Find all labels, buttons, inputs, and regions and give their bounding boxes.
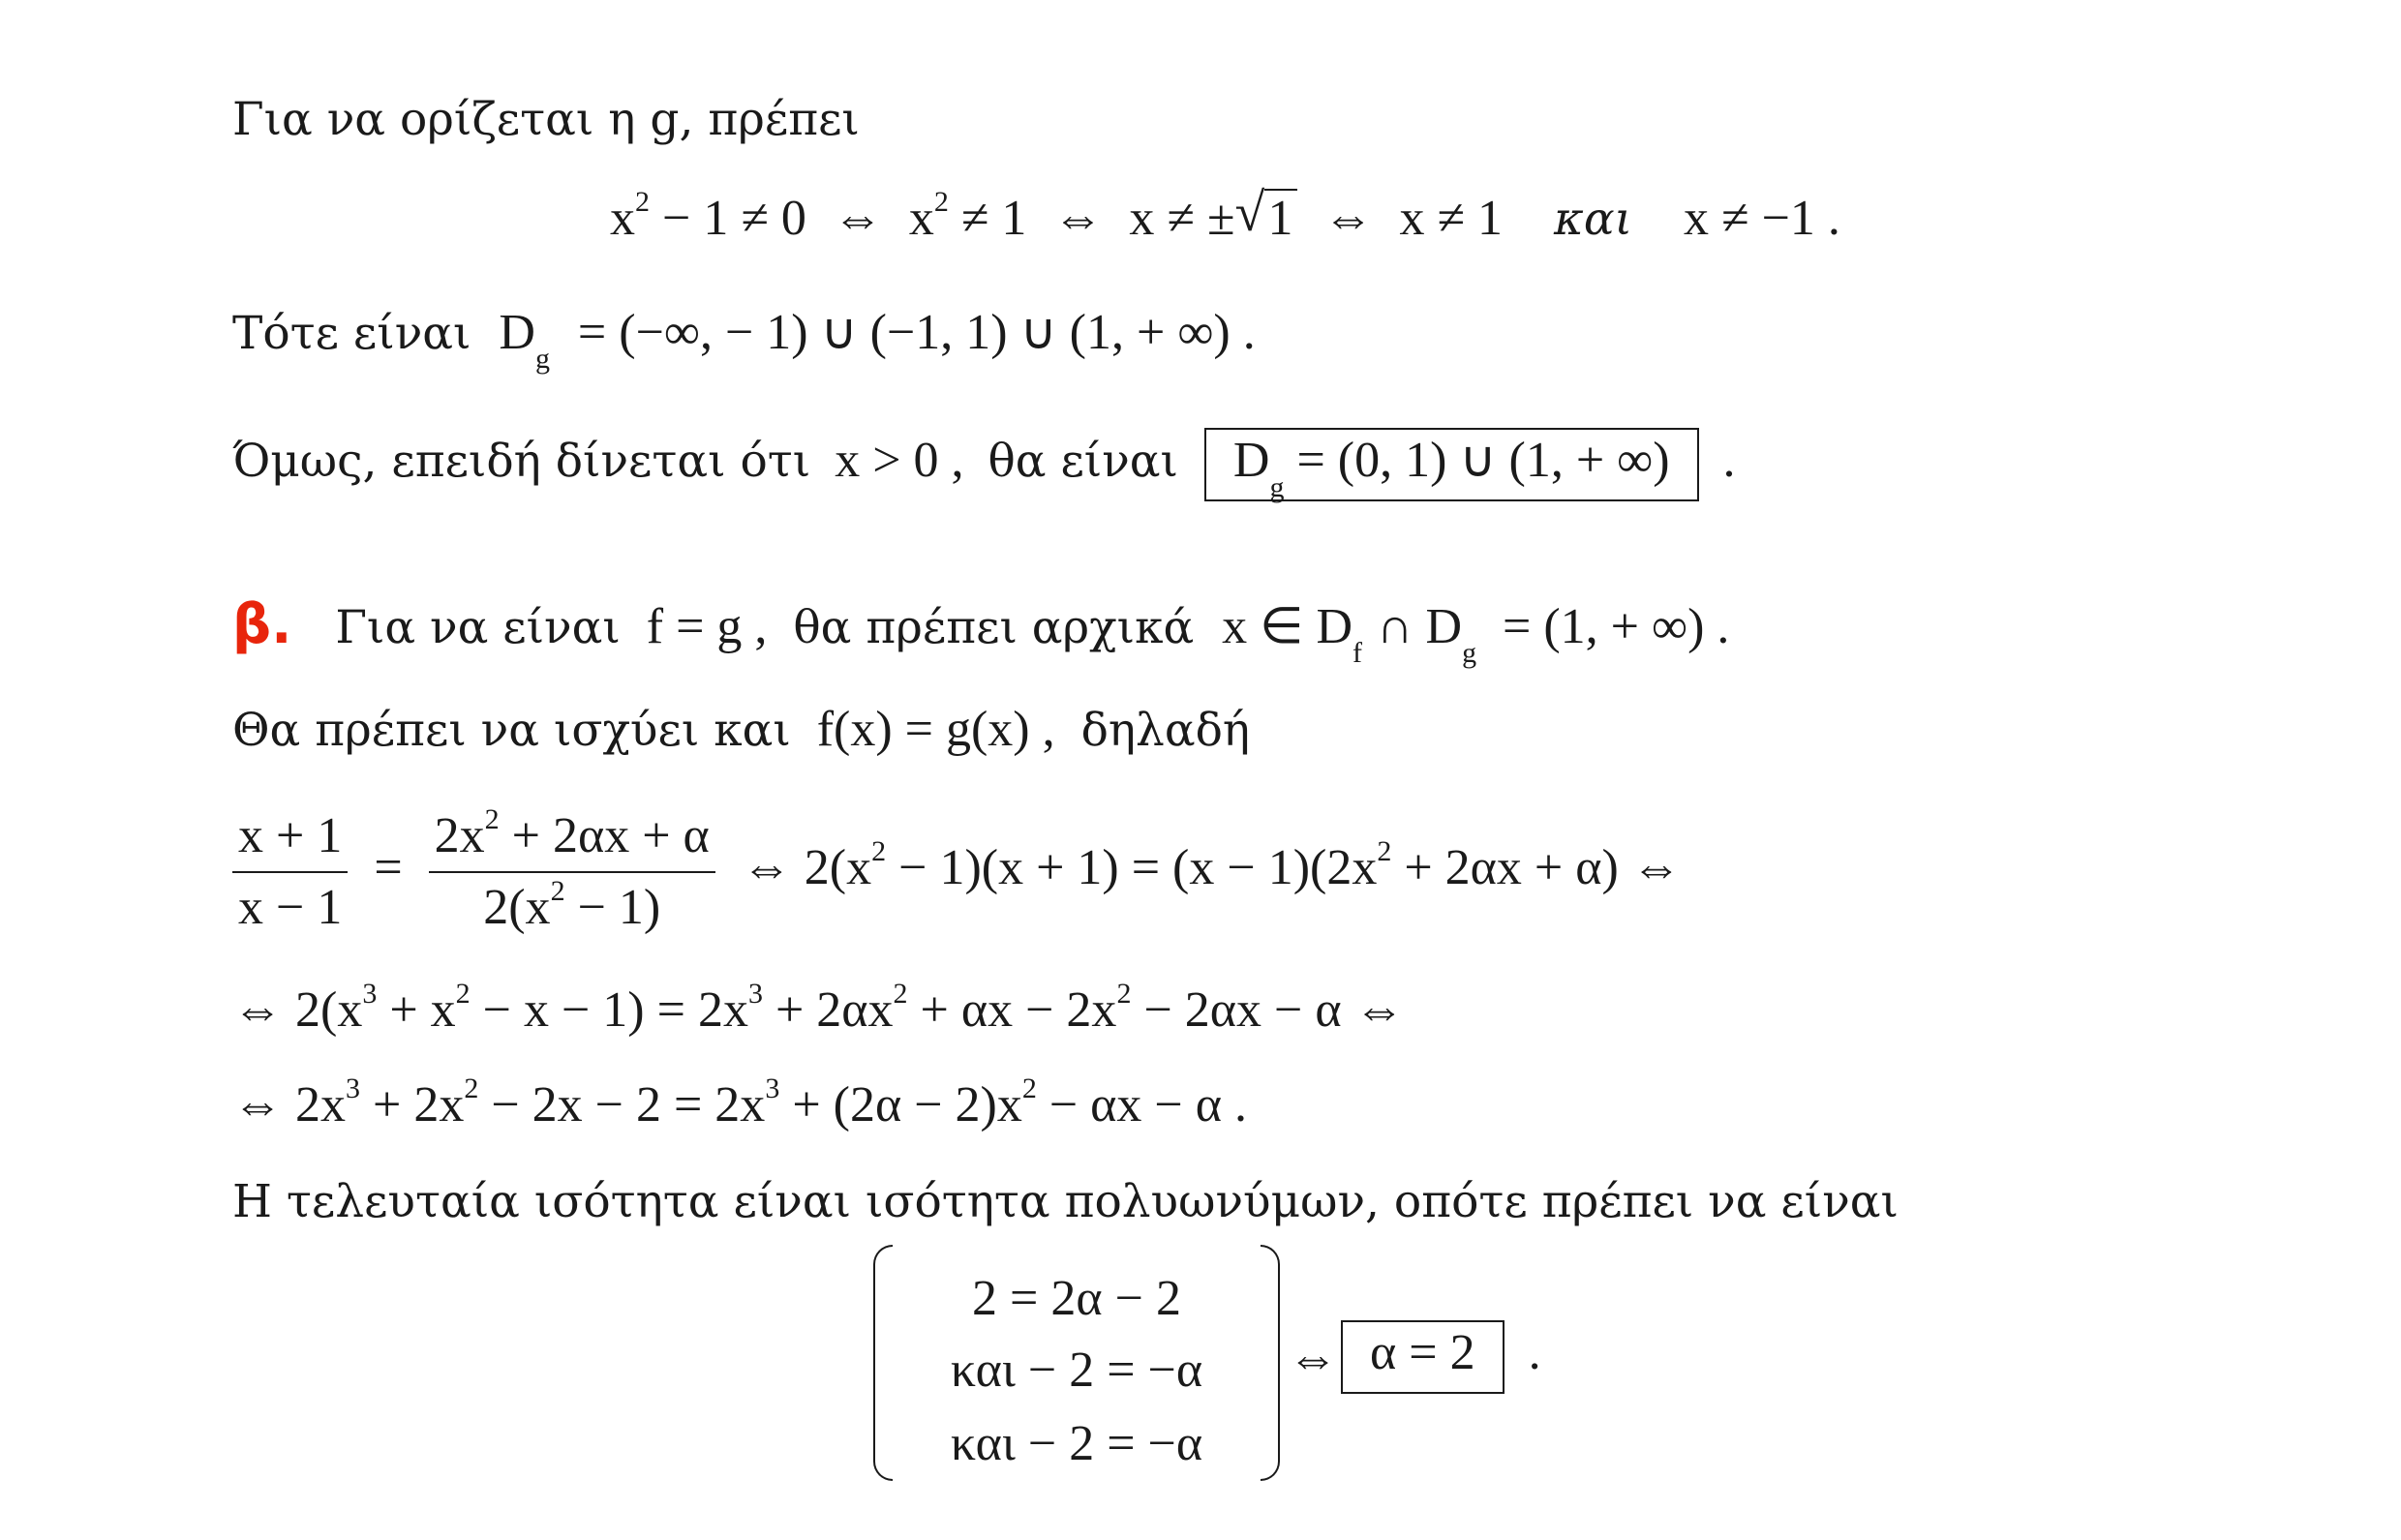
fraction-numerator: $2x^2 + 2\alpha x + \alpha$ <box>429 811 715 873</box>
part-beta-marker: β. <box>232 593 292 656</box>
domain-prefix: Τότε είναι <box>232 307 471 360</box>
exponent: 2 <box>635 185 650 218</box>
period: . <box>1528 1325 1541 1380</box>
kai-word: και <box>1554 193 1633 246</box>
var-x: x <box>908 191 934 246</box>
var-x: x <box>610 191 635 246</box>
x-ne-minus-one: x ≠ −1 . <box>1684 191 1840 246</box>
exponent: 2 <box>933 185 949 218</box>
condition: x > 0 , <box>835 433 964 488</box>
system-row-1: 2 = 2α − 2 <box>972 1271 1181 1326</box>
boxed-domain-expression: = (0, 1) ∪ (1, + ∞) <box>1296 433 1670 488</box>
fraction-equation <box>232 802 1682 935</box>
sqrt-value: 1 <box>1264 189 1297 246</box>
system-row-2: και − 2 = −α <box>950 1343 1203 1398</box>
sqrt-expression <box>1234 183 1297 246</box>
boxed-domain <box>1204 428 1699 504</box>
expansion-line: ⇔ $2(x^3 + x^2 - x - 1) = 2x^3 + 2\alpha x^2 + \alpha x - 2x^2 - 2\alpha x - \alpha$ ⇔ <box>232 977 1405 1038</box>
iff-symbol: ⇔ <box>1322 191 1374 246</box>
sub-f: f <box>1352 637 1363 670</box>
beta-text2: θα πρέπει αρχικά <box>793 601 1195 654</box>
omos-mid: θα είναι <box>988 435 1178 488</box>
f-eq-g: f = g , <box>646 599 768 654</box>
intersection-dg: ∩ D <box>1376 599 1463 654</box>
domain-line <box>232 305 1256 376</box>
fraction-denominator: $2(x^2 - 1)$ <box>483 874 661 935</box>
domain-expression: = (−∞, − 1) ∪ (−1, 1) ∪ (1, + ∞) . <box>577 305 1256 360</box>
minus-one-ne-zero: − 1 ≠ 0 <box>662 191 806 246</box>
beta-line <box>232 593 1730 670</box>
intro-text: Για να ορίζεται η g, πρέπει <box>232 93 860 146</box>
fraction-right <box>429 802 715 935</box>
x-ne-pm: x ≠ ± <box>1129 191 1235 246</box>
f-eq-g-x: f(x) = g(x) , <box>816 702 1055 757</box>
equals: = <box>374 839 403 895</box>
boxed-answer: α = 2 <box>1341 1320 1504 1394</box>
system-iff: ⇔ <box>1288 1331 1338 1386</box>
fraction-numerator: x + 1 <box>232 811 348 873</box>
domain-subscript: g <box>1269 471 1285 504</box>
domain-subscript: g <box>534 343 550 376</box>
system-row-3: και − 2 = −α <box>950 1416 1203 1471</box>
fraction-left <box>232 808 348 935</box>
ne-one: ≠ 1 <box>960 191 1027 246</box>
iff-symbol: ⇔ <box>832 191 883 246</box>
sub-g: g <box>1462 637 1477 670</box>
domain-symbol: D <box>499 305 535 360</box>
equation-system <box>873 1245 1280 1477</box>
tha-suffix: δηλαδή <box>1080 704 1251 757</box>
omos-prefix: Όμως, επειδή δίνεται ότι <box>232 435 811 488</box>
radical-sign: √ <box>1234 183 1265 243</box>
polynomial-text: Η τελευταία ισότητα είναι ισότητα πολυωνύμων, οπότε πρέπει να είναι <box>232 1175 1899 1228</box>
beta-text1: Για να είναι <box>335 601 621 654</box>
x-ne-one: x ≠ 1 <box>1399 191 1504 246</box>
rhs-expression: ⇔ $2(x^2 - 1)(x + 1) = (x - 1)(2x^2 + 2\alpha x + \alpha)$ ⇔ <box>741 834 1682 895</box>
tha-prefix: Θα πρέπει να ισχύει και <box>232 704 791 757</box>
x-in-df: x ∈ D <box>1222 599 1353 654</box>
omos-line <box>232 428 1736 504</box>
fraction-denominator: x − 1 <box>238 880 343 935</box>
beta-domain-expression: = (1, + ∞) . <box>1503 599 1730 654</box>
tha-line <box>232 702 1251 757</box>
domain-symbol: D <box>1232 433 1270 488</box>
answer-box <box>1341 1320 1541 1394</box>
period: . <box>1722 433 1736 488</box>
iff-symbol: ⇔ <box>1052 191 1104 246</box>
simplified-line: ⇔ $2x^3 + 2x^2 - 2x - 2 = 2x^3 + (2\alpha - 2)x^2 - \alpha x - \alpha$ . <box>232 1072 1247 1132</box>
definition-equation <box>610 183 1840 246</box>
